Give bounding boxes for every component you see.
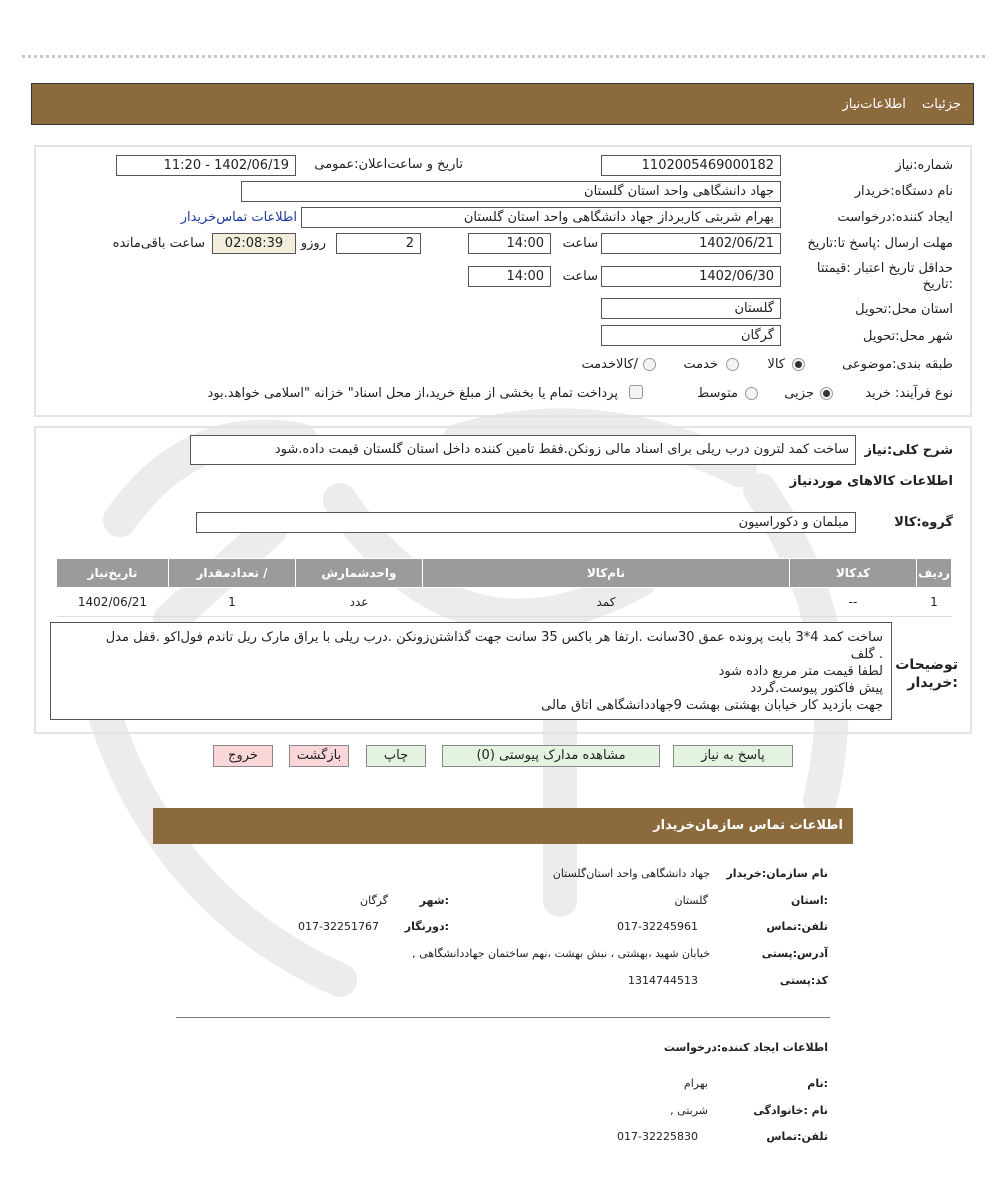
creator-name-value: بهرام: [683, 1077, 708, 1090]
category-option-service: خدمت: [683, 357, 718, 372]
goods-group-field: مبلمان و دکوراسیون: [196, 512, 856, 533]
buyer-contact-title: اطلاعات تماس سازمان‌خریدار: [653, 818, 843, 833]
col-need-date: تاریخ‌نیاز: [57, 559, 169, 588]
goods-table: [56, 558, 952, 617]
province-field: گلستان: [601, 298, 781, 319]
buyer-contact-link[interactable]: اطلاعات تماس‌خریدار: [180, 210, 297, 225]
announce-field: 1402/06/19 - 11:20: [116, 155, 296, 176]
process-option-minor: جزیی: [784, 386, 814, 401]
summary-label: شرح کلی:نیاز: [864, 443, 953, 458]
view-attachments-button[interactable]: مشاهده مدارک پیوستی (0): [442, 745, 660, 767]
contact-phone-value: 017-32245961: [617, 920, 698, 933]
buyer-desc-line: جهت بازدید کار خیابان بهشتی بهشت 9جهاددانشگاهی اتاق مالی: [541, 698, 883, 713]
contact-fax-label: :دورنگار: [404, 920, 449, 933]
send-deadline-label: مهلت ارسال :پاسخ تا:تاریخ: [807, 236, 953, 251]
city-label: شهر محل:تحویل: [863, 329, 953, 344]
cell-row-number: 1: [917, 588, 952, 617]
contact-city-label: :شهر: [419, 894, 449, 907]
category-radio-goods-service[interactable]: [643, 358, 656, 371]
contact-address-value: خیابان شهید ،بهشتی ، نبش بهشت ،نهم ساختمان جهاددانشگاهی ,: [412, 947, 710, 960]
buyer-desc-line: لطفا قیمت متر مربع داده شود: [718, 664, 883, 679]
send-date-field: 1402/06/21: [601, 233, 781, 254]
summary-field: ساخت کمد لترون درب ریلی برای اسناد مالی زونکن.فقط تامین کننده داخل استان گلستان قیمت داده.شود: [190, 435, 856, 465]
cell-goods-code: --: [790, 588, 917, 617]
table-row: [57, 588, 952, 617]
buyer-desc-label-line1: توضیحات: [895, 657, 958, 673]
cell-unit: عدد: [296, 588, 423, 617]
validity-hour-field: 14:00: [468, 266, 551, 287]
page-header-bar: [31, 83, 974, 125]
goods-table-header: [57, 559, 952, 588]
announce-label: تاریخ و ساعت‌اعلان:عمومی: [314, 157, 463, 172]
creator-info-title: اطلاعات ایجاد کننده:درخواست: [663, 1041, 828, 1054]
creator-family-label: نام :خانوادگی: [753, 1104, 828, 1117]
send-hour-label: ساعت: [562, 236, 598, 251]
col-unit: واحدشمارش: [296, 559, 423, 588]
creator-phone-label: تلفن:تماس: [766, 1130, 828, 1143]
validity-label-line2: :تاریخ: [922, 277, 953, 292]
print-button[interactable]: چاپ: [366, 745, 426, 767]
process-label: نوع فرآیند: خرید: [865, 386, 953, 401]
col-quantity: / تعدادمقدار: [169, 559, 296, 588]
creator-label: ایجاد کننده:درخواست: [837, 210, 953, 225]
days-label: روزو: [300, 236, 326, 251]
cell-need-date: 1402/06/21: [57, 588, 169, 617]
buyer-desc-line: . گلف: [850, 647, 883, 662]
buyer-description-box: [50, 622, 892, 720]
goods-group-label: گروه:کالا: [894, 515, 953, 530]
province-label: استان محل:تحویل: [855, 302, 953, 317]
creator-phone-value: 017-32225830: [617, 1130, 698, 1143]
category-radio-service[interactable]: [726, 358, 739, 371]
buyer-org-field: جهاد دانشگاهی واحد استان گلستان: [241, 181, 781, 202]
days-field: 2: [336, 233, 421, 254]
buyer-desc-line: ساخت کمد 4*3 بابت پرونده عمق 30سانت .ارتفا هر باکس 35 سانت جهت گذاشتن‌زونکن .درب ریلی با یراق مارک ریل تاندم فول‌اکو .قفل مدل: [105, 630, 883, 645]
cell-quantity: 1: [169, 588, 296, 617]
category-option-goods: کالا: [767, 357, 785, 372]
process-option-medium: متوسط: [697, 386, 738, 401]
exit-button[interactable]: خروج: [213, 745, 273, 767]
buyer-contact-header: [153, 808, 853, 844]
breadcrumb: جزئیات اطلاعات‌نیاز: [842, 97, 961, 112]
goods-info-title: اطلاعات کالاهای موردنیاز: [789, 474, 953, 489]
buyer-desc-label-line2: :خریدار: [907, 675, 958, 691]
buyer-desc-line: پیش فاکتور پیوست.گردد: [750, 681, 883, 696]
send-hour-field: 14:00: [468, 233, 551, 254]
treasury-payment-note: پرداخت تمام یا بخشی از مبلغ خرید،از محل اسناد" خزانه "اسلامی خواهد.بود: [207, 386, 618, 401]
contact-divider: [176, 1017, 830, 1018]
reply-button[interactable]: پاسخ به نیاز: [673, 745, 793, 767]
process-radio-minor[interactable]: [820, 387, 833, 400]
validity-label-line1: حداقل تاریخ اعتبار :قیمتتا: [816, 261, 953, 276]
remaining-time-field: 02:08:39: [212, 233, 296, 254]
org-name-value: جهاد دانشگاهی واحد استان‌گلستان: [552, 867, 710, 880]
city-field: گرگان: [601, 325, 781, 346]
treasury-payment-checkbox[interactable]: [629, 385, 643, 399]
org-name-label: نام سازمان:خریدار: [726, 867, 828, 880]
creator-field: بهرام شربتی کاربرداز جهاد دانشگاهی واحد استان گلستان: [301, 207, 781, 228]
contact-city-value: گرگان: [360, 894, 388, 907]
cell-goods-name: کمد: [423, 588, 790, 617]
need-number-label: شماره:نیاز: [895, 158, 953, 173]
contact-province-label: :استان: [791, 894, 828, 907]
back-button[interactable]: بازگشت: [289, 745, 349, 767]
col-goods-code: کدکالا: [790, 559, 917, 588]
contact-fax-value: 017-32251767: [298, 920, 379, 933]
validity-hour-label: ساعت: [562, 269, 598, 284]
buyer-org-label: نام دستگاه:خریدار: [854, 184, 953, 199]
process-radio-medium[interactable]: [745, 387, 758, 400]
remaining-label: ساعت باقی‌مانده: [112, 236, 205, 251]
col-goods-name: نام‌کالا: [423, 559, 790, 588]
contact-address-label: آدرس:پستی: [761, 947, 828, 960]
col-row-number: ردیف: [917, 559, 952, 588]
contact-province-value: گلستان: [674, 894, 708, 907]
category-option-goods-service: /کالاخدمت: [581, 357, 638, 372]
need-number-field: 1102005469000182: [601, 155, 781, 176]
contact-postal-value: 1314744513: [628, 974, 698, 987]
contact-postal-label: کد:پستی: [779, 974, 828, 987]
creator-family-value: شربتی ,: [670, 1104, 708, 1117]
contact-phone-label: تلفن:تماس: [766, 920, 828, 933]
validity-date-field: 1402/06/30: [601, 266, 781, 287]
top-dotted-divider: [22, 55, 985, 58]
category-radio-goods[interactable]: [792, 358, 805, 371]
creator-name-label: :نام: [807, 1077, 828, 1090]
category-label: طبقه بندی:موضوعی: [842, 357, 953, 372]
